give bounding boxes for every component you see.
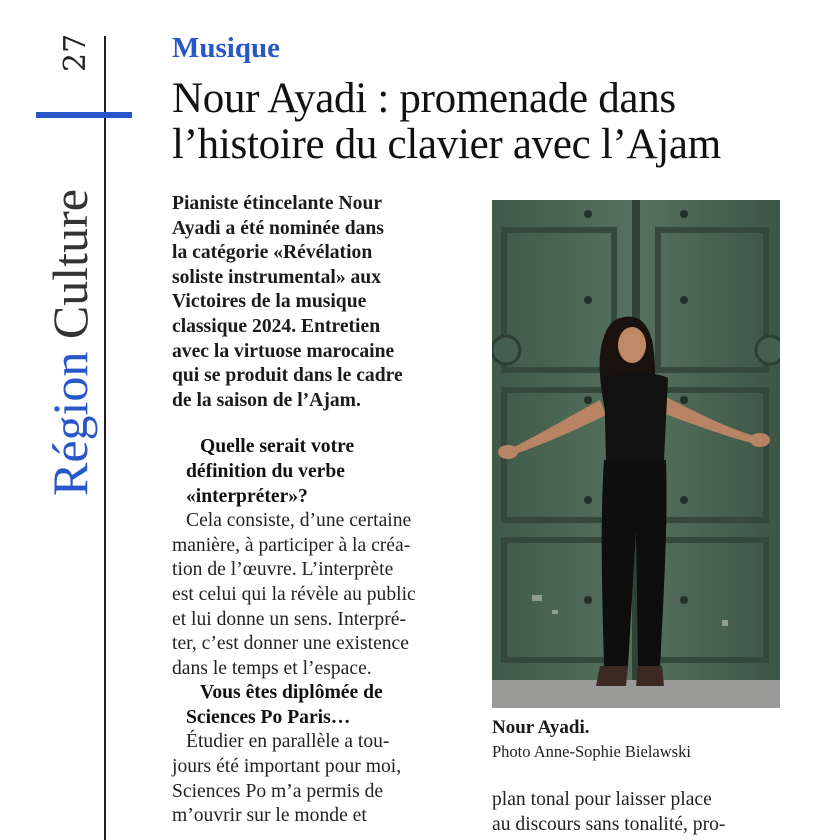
answer-1 xyxy=(172,509,472,681)
photo-caption xyxy=(492,716,792,764)
answer-line: Sciences Po m’a permis de xyxy=(172,780,384,802)
kicker: Musique xyxy=(172,32,280,64)
question-line: «interpréter»? xyxy=(186,485,308,507)
chapo-line: classique 2024. Entretien xyxy=(172,315,381,337)
chapo xyxy=(172,192,472,413)
photo-illustration xyxy=(492,200,780,708)
answer-2 xyxy=(172,730,472,828)
chapo-line: soliste instrumental» aux xyxy=(172,266,382,288)
answer-line: tion de l’œuvre. L’interprète xyxy=(172,559,394,581)
caption-credit: Photo Anne-Sophie Bielawski xyxy=(492,742,691,761)
answer-line: manière, à participer à la créa- xyxy=(172,534,411,556)
rail-accent-tick xyxy=(36,112,132,118)
headline-line: Nour Ayadi : promenade dans xyxy=(172,75,676,122)
question-line: définition du verbe xyxy=(186,460,345,482)
answer-line: m’ouvrir sur le monde et xyxy=(172,805,367,827)
chapo-line: Victoires de la musique xyxy=(172,291,367,313)
answer-line: dans le temps et l’espace. xyxy=(172,657,372,679)
section-region: Région xyxy=(42,351,98,496)
question-1 xyxy=(172,435,472,509)
article-column-right xyxy=(492,788,792,837)
body-line: plan tonal pour laisser place xyxy=(492,789,712,810)
section-label xyxy=(40,136,100,496)
section-culture: Culture xyxy=(42,189,98,340)
answer-line: ter, c’est donner une existence xyxy=(172,633,409,655)
question-line: Quelle serait votre xyxy=(200,436,355,458)
caption-name: Nour Ayadi. xyxy=(492,717,590,738)
chapo-line: Ayadi a été nominée dans xyxy=(172,217,384,239)
article-column-left xyxy=(172,192,472,829)
question-2 xyxy=(172,681,472,730)
chapo-line: avec la virtuose marocaine xyxy=(172,340,395,362)
headline-line: l’histoire du clavier avec l’Ajam xyxy=(172,121,721,168)
chapo-line: la catégorie «Révélation xyxy=(172,242,373,264)
page-number: 27 xyxy=(58,33,93,72)
chapo-line: qui se produit dans le cadre xyxy=(172,365,403,387)
answer-line: Cela consiste, d’une certaine xyxy=(186,510,412,532)
headline xyxy=(172,76,812,168)
answer-line: jours été important pour moi, xyxy=(172,756,402,778)
answer-line: est celui qui la révèle au public xyxy=(172,583,416,605)
chapo-line: Pianiste étincelante Nour xyxy=(172,193,383,214)
answer-line: et lui donne un sens. Interpré- xyxy=(172,608,406,630)
article-photo xyxy=(492,200,780,708)
answer-line: Étudier en parallèle a tou- xyxy=(186,731,390,753)
question-line: Vous êtes diplômée de xyxy=(200,682,383,704)
body-line: au discours sans tonalité, pro- xyxy=(492,813,726,835)
rail-divider xyxy=(104,36,106,840)
question-line: Sciences Po Paris… xyxy=(186,706,351,728)
chapo-line: de la saison de l’Ajam. xyxy=(172,389,361,411)
